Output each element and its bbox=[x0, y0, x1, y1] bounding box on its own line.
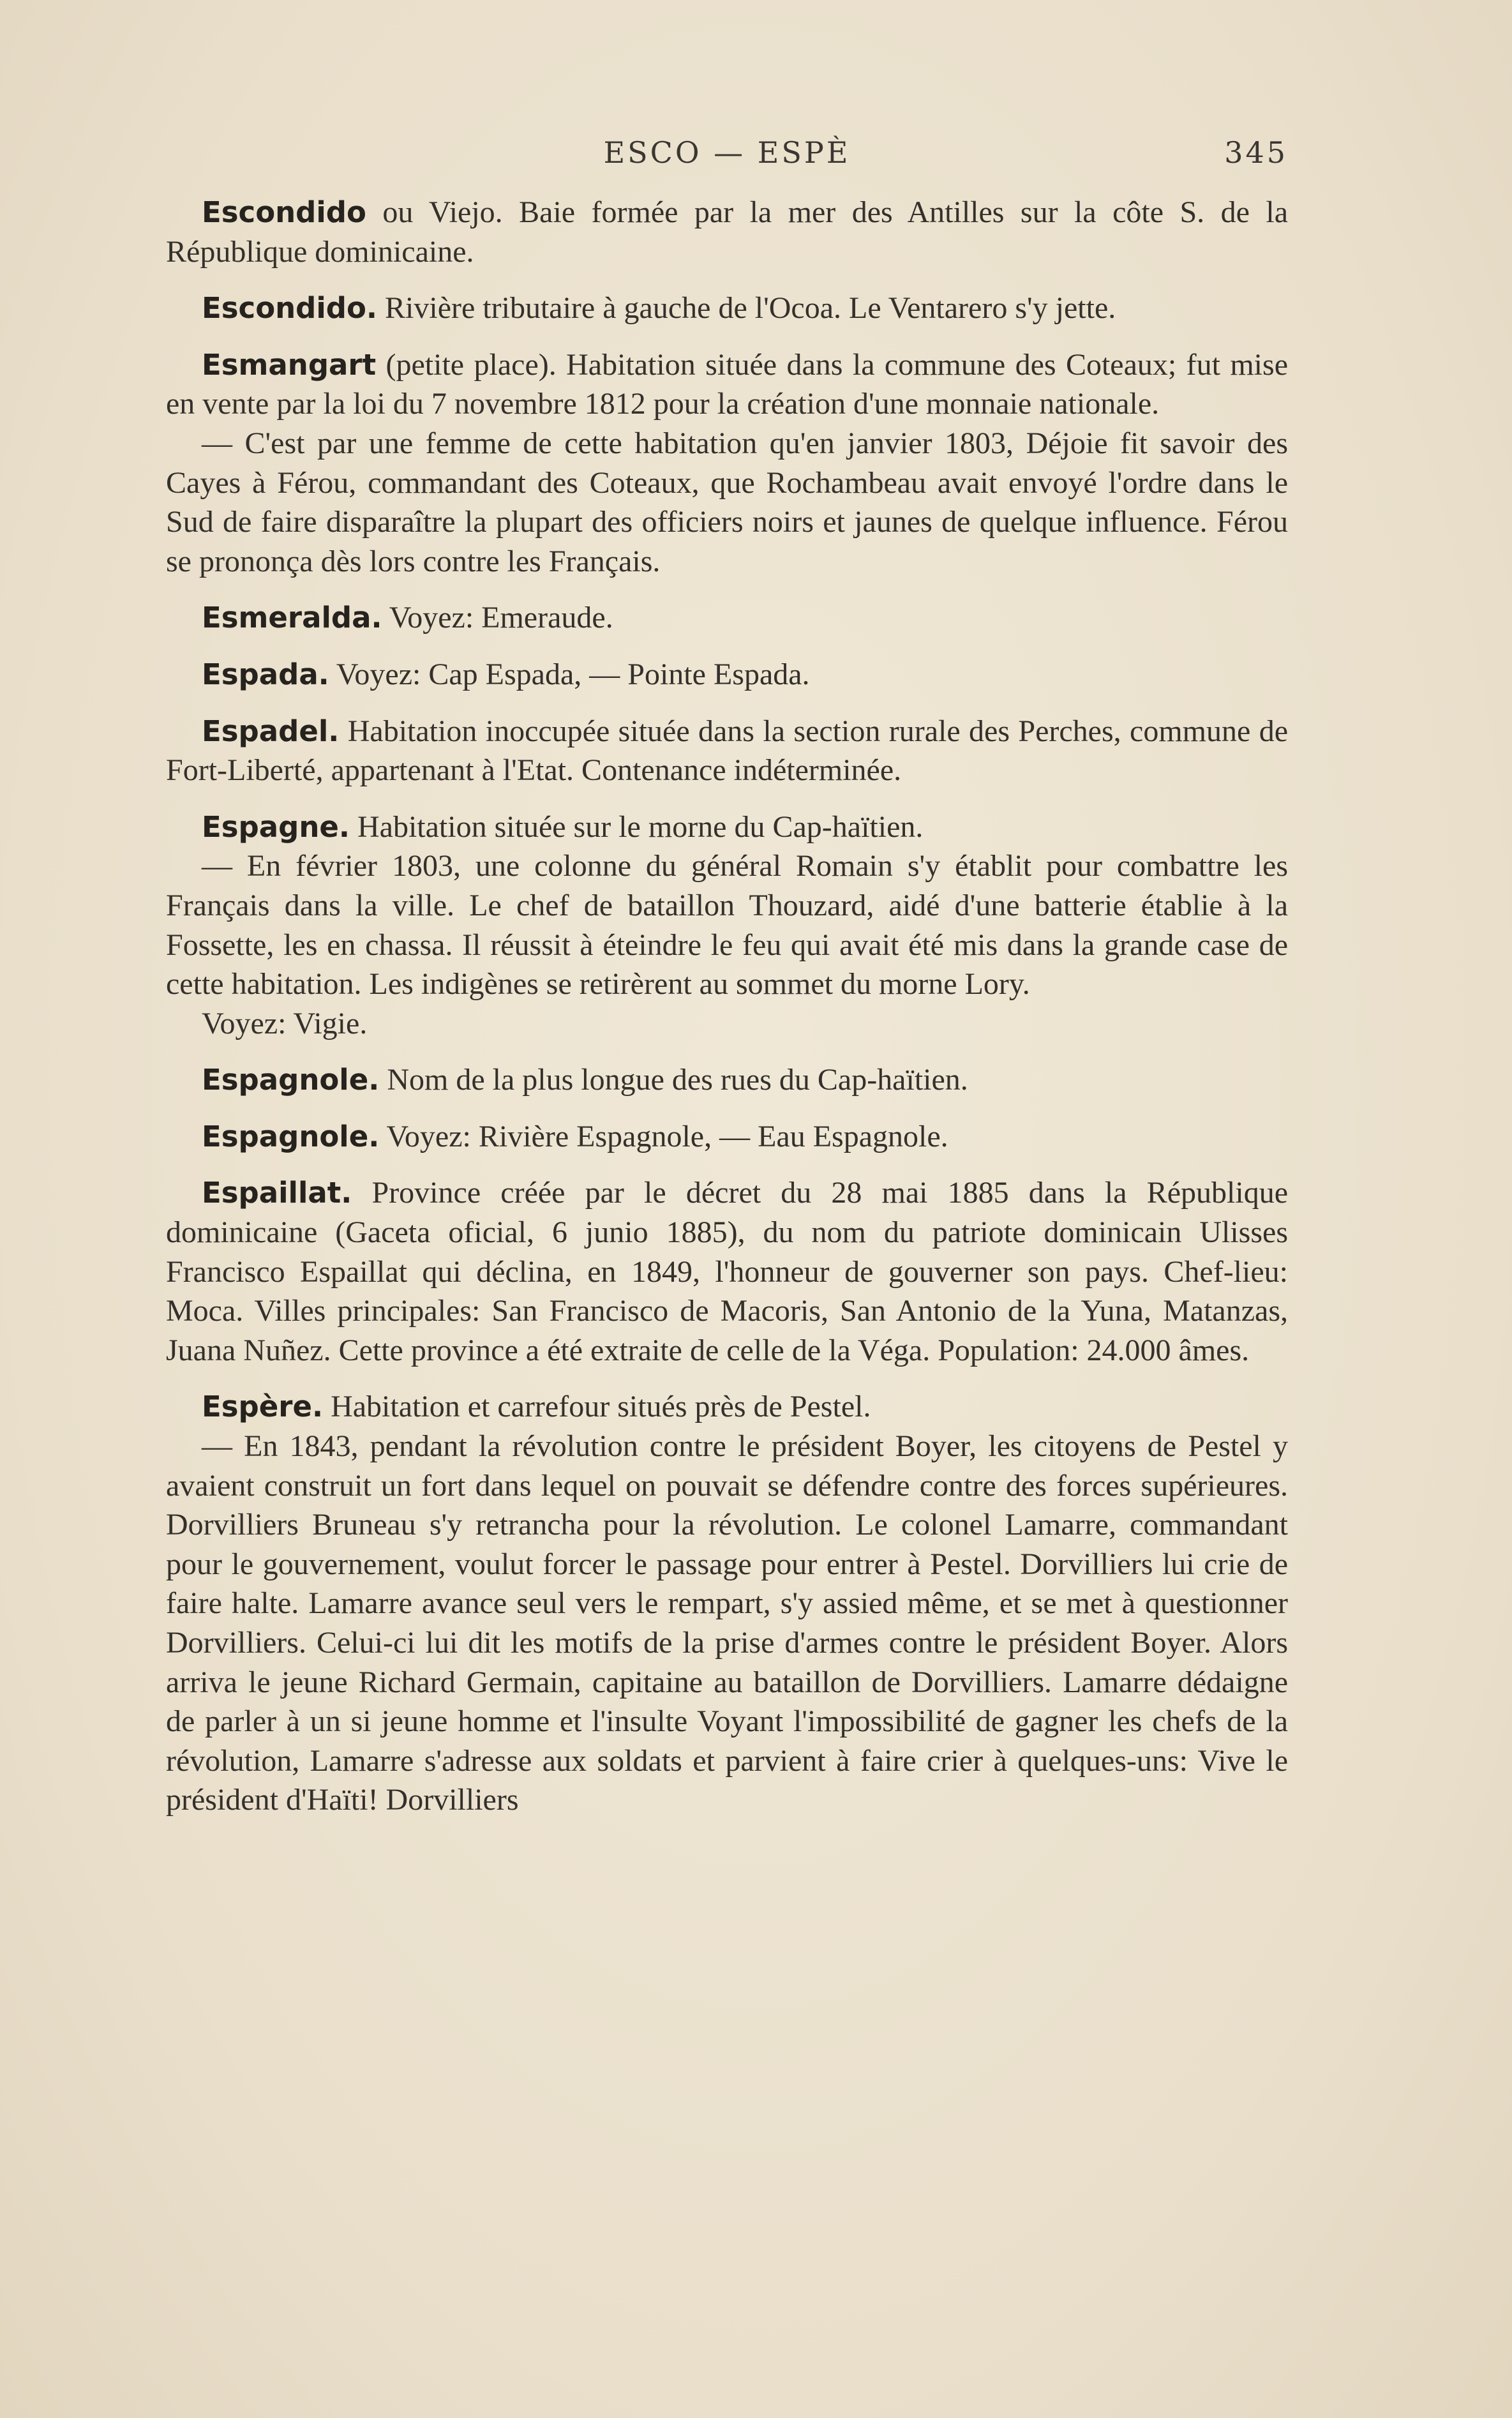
entry-body: Habitation et carrefour situés près de Pestel. bbox=[323, 1390, 871, 1424]
entry-body: — C'est par une femme de cette habitation qu'en janvier 1803, Déjoie fit savoir des Cayes à Férou, commandant des Coteaux, que Rochambeau avait envoyé l'ordre dans le Sud de faire disparaître la plupart des officiers noirs et jaunes de quelque influence. Férou se prononça dès lors contre les Français. bbox=[166, 426, 1288, 578]
entry-headword: Espada. bbox=[202, 657, 329, 691]
entry-esmangart bbox=[166, 345, 1288, 424]
entry-headword: Espagne. bbox=[202, 809, 350, 844]
dictionary-text bbox=[166, 193, 1288, 1837]
entry-body: Nom de la plus longue des rues du Cap-haïtien. bbox=[379, 1063, 968, 1097]
entry-body: — En février 1803, une colonne du général Romain s'y établit pour combattre les Français dans la ville. Le chef de bataillon Thouzard, aidé d'une batterie établie à la Fossette, les en chassa. Il réussit à éteindre le feu qui avait été mis dans la grande case de cette habitation. Les indigènes se retirèrent au sommet du morne Lory. bbox=[166, 849, 1288, 1002]
entry-headword: Escondido bbox=[202, 195, 366, 229]
entry-esmangart-continuation bbox=[166, 424, 1288, 581]
entry-espaillat bbox=[166, 1173, 1288, 1370]
entry-esmeralda bbox=[166, 598, 1288, 638]
entry-espere bbox=[166, 1387, 1288, 1427]
entry-body: Habitation inoccupée située dans la section rurale des Perches, commune de Fort-Liberté, appartenant à l'Etat. Contenance indéterminée. bbox=[166, 714, 1288, 788]
entry-body: — En 1843, pendant la révolution contre le président Boyer, les citoyens de Pestel y avaient construit un fort dans lequel on pouvait se défendre contre des forces supérieures. Dorvilliers Bruneau s'y retrancha pour la révolution. Le colonel Lamarre, commandant pour le gouvernement, voulut forcer le passage pour entrer à Pestel. Dorvilliers lui crie de faire halte. Lamarre avance seul vers le rempart, s'y assied même, et se met à questionner Dorvilliers. Celui-ci lui dit les motifs de la prise d'armes contre le président Boyer. Alors arriva le jeune Richard Germain, capitaine au bataillon de Dorvilliers. Lamarre dédaigne de parler à un si jeune homme et l'insulte Voyant l'impossibilité de gagner les chefs de la révolution, Lamarre s'adresse aux soldats et parvient à faire crier à quelques-uns: Vive le président d'Haïti! Dorvilliers bbox=[166, 1429, 1288, 1817]
header-title: ESCO — ESPÈ bbox=[603, 135, 851, 170]
entry-headword: Espère. bbox=[202, 1390, 324, 1424]
entry-espagne-see-also bbox=[166, 1004, 1288, 1044]
entry-headword: Esmeralda. bbox=[202, 601, 382, 635]
running-header bbox=[166, 135, 1288, 186]
entry-headword: Espaillat. bbox=[202, 1176, 352, 1210]
entry-body: Province créée par le décret du 28 mai 1885 dans la République dominicaine (Gaceta oficial, 6 junio 1885), du nom du patriote dominicain Ulisses Francisco Espaillat qui déclina, en 1849, l'honneur de gouverner son pays. Chef-lieu: Moca. Villes principales: San Francisco de Macoris, San Antonio de la Yuna, Matanzas, Juana Nuñez. Cette province a été extraite de celle de la Véga. Population: 24.000 âmes. bbox=[166, 1176, 1288, 1367]
entry-body: Voyez: Emeraude. bbox=[382, 601, 613, 635]
entry-body: Voyez: Vigie. bbox=[202, 1006, 368, 1040]
entry-headword: Esmangart bbox=[202, 347, 377, 382]
entry-espagne-continuation bbox=[166, 846, 1288, 1003]
entry-espagnole-voyez bbox=[166, 1117, 1288, 1157]
entry-body: Rivière tributaire à gauche de l'Ocoa. Le Ventarero s'y jette. bbox=[377, 291, 1116, 326]
entry-body: Habitation située sur le morne du Cap-haïtien. bbox=[349, 809, 924, 844]
entry-espagnole-rue bbox=[166, 1060, 1288, 1100]
entry-espere-continuation bbox=[166, 1427, 1288, 1820]
entry-body: Voyez: Rivière Espagnole, — Eau Espagnole. bbox=[379, 1119, 948, 1153]
entry-body: Voyez: Cap Espada, — Pointe Espada. bbox=[329, 657, 810, 691]
entry-body: ou Viejo. Baie formée par la mer des Antilles sur la côte S. de la République dominicaine. bbox=[166, 195, 1288, 269]
entry-headword: Espagnole. bbox=[202, 1119, 380, 1153]
entry-espadel bbox=[166, 712, 1288, 790]
entry-escondido-viejo bbox=[166, 193, 1288, 271]
entry-espada bbox=[166, 655, 1288, 695]
page-number: 345 bbox=[1224, 135, 1288, 170]
entry-headword: Escondido. bbox=[202, 291, 378, 326]
entry-body: (petite place). Habitation située dans la commune des Coteaux; fut mise en vente par la loi du 7 novembre 1812 pour la création d'une monnaie nationale. bbox=[166, 347, 1288, 421]
entry-escondido-riviere bbox=[166, 289, 1288, 328]
entry-headword: Espadel. bbox=[202, 714, 340, 748]
entry-espagne bbox=[166, 807, 1288, 847]
entry-headword: Espagnole. bbox=[202, 1063, 380, 1097]
